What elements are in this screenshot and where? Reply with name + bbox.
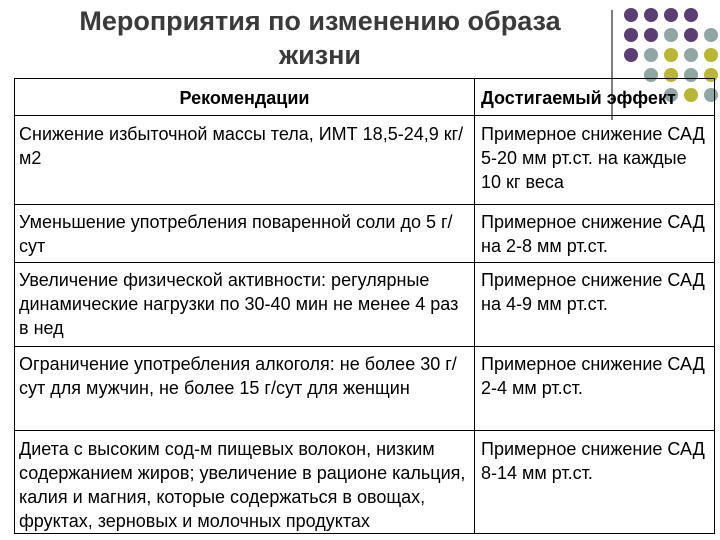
table-header-row	[15, 79, 715, 116]
header-effect: Достигаемый эффект	[475, 79, 715, 116]
dot	[644, 8, 658, 22]
dot	[624, 8, 638, 22]
table-row	[15, 347, 715, 431]
table-row	[15, 431, 715, 534]
dot	[684, 28, 698, 42]
dot	[664, 28, 678, 42]
page-title: Мероприятия по изменению образа жизни	[79, 6, 561, 70]
recommendation-cell: Увеличение физической активности: регулярные динамические нагрузки по 30-40 мин не менее 4 раз в нед	[15, 263, 475, 347]
dot	[684, 48, 698, 62]
recommendation-cell: Диета с высоким сод-м пищевых волокон, низким содержанием жиров; увеличение в рационе кальция, калия и магния, которые содержаться в овощах, фруктах, зерновых и молочных продуктах	[15, 431, 475, 534]
header-recommendations: Рекомендации	[15, 79, 475, 116]
dot	[704, 28, 718, 42]
table-row	[15, 116, 715, 205]
dot	[664, 48, 678, 62]
effect-cell: Примерное снижение САД 8-14 мм рт.ст.	[475, 431, 715, 534]
effect-cell: Примерное снижение САД 5-20 мм рт.ст. на каждые 10 кг веса	[475, 116, 715, 205]
effect-cell: Примерное снижение САД на 2-8 мм рт.ст.	[475, 205, 715, 263]
dot	[624, 48, 638, 62]
dot	[644, 48, 658, 62]
recommendation-cell: Снижение избыточной массы тела, ИМТ 18,5-24,9 кг/м2	[15, 116, 475, 205]
dot	[624, 28, 638, 42]
recommendations-table	[14, 78, 715, 534]
table-row	[15, 205, 715, 263]
dot	[644, 28, 658, 42]
dot	[704, 48, 718, 62]
recommendation-cell: Ограничение употребления алкоголя: не более 30 г/сут для мужчин, не более 15 г/сут для женщин	[15, 347, 475, 431]
dot	[664, 8, 678, 22]
recommendation-cell: Уменьшение употребления поваренной соли до 5 г/сут	[15, 205, 475, 263]
effect-cell: Примерное снижение САД 2-4 мм рт.ст.	[475, 347, 715, 431]
dot	[684, 8, 698, 22]
effect-cell: Примерное снижение САД на 4-9 мм рт.ст.	[475, 263, 715, 347]
table-row	[15, 263, 715, 347]
